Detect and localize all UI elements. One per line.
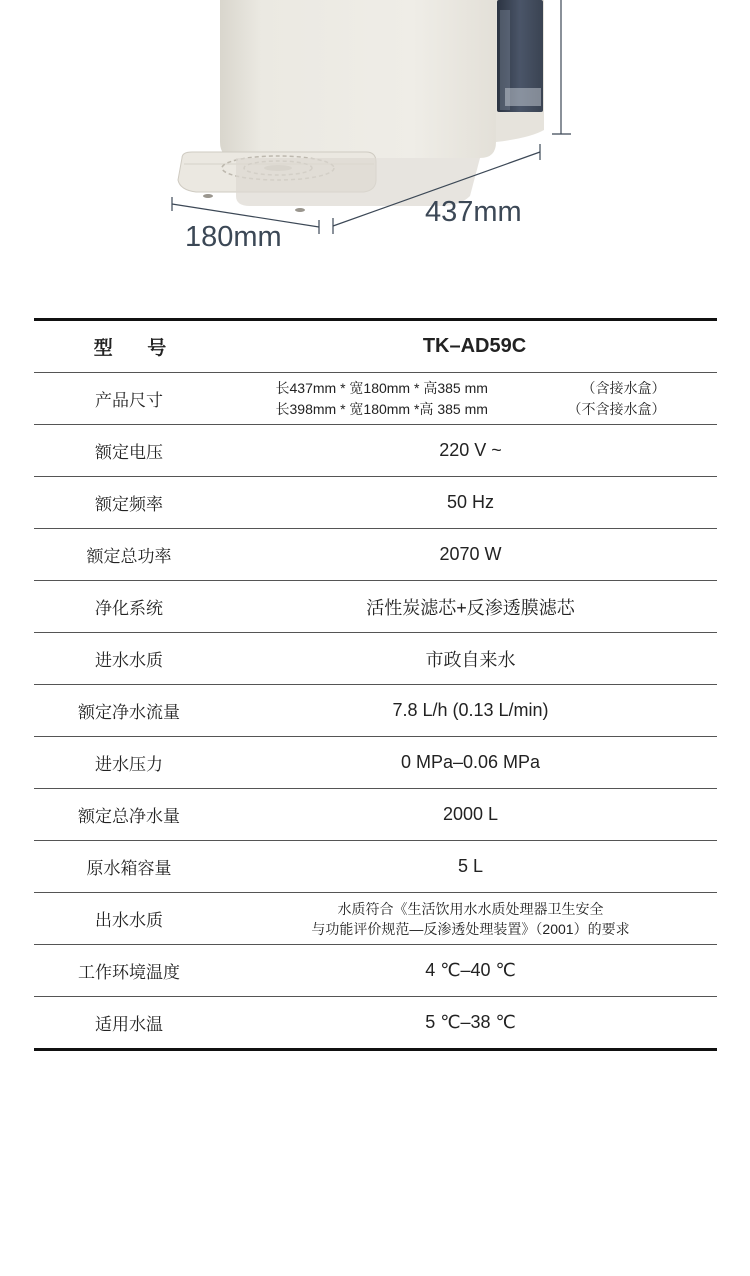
spec-label: 额定总功率 — [86, 547, 172, 567]
table-row — [34, 633, 717, 685]
spec-label: 进水水质 — [95, 651, 163, 671]
table-row — [34, 997, 717, 1048]
spec-value: 50 Hz — [446, 492, 495, 512]
spec-label: 额定净水流量 — [78, 703, 180, 723]
spec-value: 市政自来水 — [425, 649, 516, 670]
water-dispenser-image — [0, 0, 750, 280]
spec-label: 额定电压 — [95, 443, 163, 463]
table-row-water-quality — [34, 893, 717, 945]
table-row — [34, 477, 717, 529]
water-quality-label: 出水水质 — [95, 911, 163, 931]
spec-value: 2070 W — [439, 544, 502, 564]
table-row — [34, 581, 717, 633]
spec-value: 2000 L — [442, 804, 499, 824]
table-row — [34, 529, 717, 581]
size-line-1-note: （含接水盒） — [581, 379, 666, 396]
spec-value: 4 ℃–40 ℃ — [425, 960, 516, 980]
spec-value: 活性炭滤芯+反渗透膜滤芯 — [366, 597, 575, 618]
model-label: 型 号 — [93, 337, 181, 359]
water-quality-value — [224, 900, 717, 938]
size-line-2-note: （不含接水盒） — [567, 400, 666, 417]
spec-label: 额定总净水量 — [78, 807, 180, 827]
table-row — [34, 945, 717, 997]
spec-label: 额定频率 — [95, 495, 163, 515]
spec-value: 0 MPa–0.06 MPa — [400, 752, 541, 772]
water-quality-line-1: 水质符合《生活饮用水水质处理器卫生安全 — [337, 900, 604, 917]
spec-label: 净化系统 — [95, 599, 163, 619]
table-row-size — [34, 373, 717, 425]
size-label: 产品尺寸 — [95, 391, 163, 411]
width-dimension-label: 180mm — [185, 221, 282, 253]
table-row — [34, 685, 717, 737]
depth-dimension-label: 437mm — [425, 196, 522, 228]
size-line-2 — [276, 400, 666, 419]
size-line-2-dims: 长398mm * 宽180mm *高 385 mm — [275, 400, 488, 417]
table-row — [34, 737, 717, 789]
spec-value: 220 V ~ — [439, 440, 502, 460]
product-illustration — [0, 0, 750, 280]
spec-table — [34, 318, 717, 1051]
spec-value: 5 ℃–38 ℃ — [425, 1012, 516, 1032]
spec-label: 进水压力 — [95, 755, 163, 775]
spec-label: 工作环境温度 — [78, 963, 180, 983]
spec-value: 7.8 L/h (0.13 L/min) — [392, 700, 549, 720]
size-value — [224, 379, 717, 419]
spec-label: 原水箱容量 — [86, 859, 172, 879]
model-value: TK–AD59C — [422, 335, 527, 357]
spec-value: 5 L — [457, 856, 484, 876]
spec-label: 适用水温 — [95, 1015, 163, 1035]
table-header-row — [34, 321, 717, 373]
size-line-1-dims: 长437mm * 宽180mm * 高385 mm — [275, 379, 488, 396]
table-row — [34, 425, 717, 477]
size-line-1 — [276, 379, 666, 398]
water-quality-line-2: 与功能评价规范—反渗透处理装置》（2001）的要求 — [311, 920, 630, 937]
table-row — [34, 841, 717, 893]
table-row — [34, 789, 717, 841]
